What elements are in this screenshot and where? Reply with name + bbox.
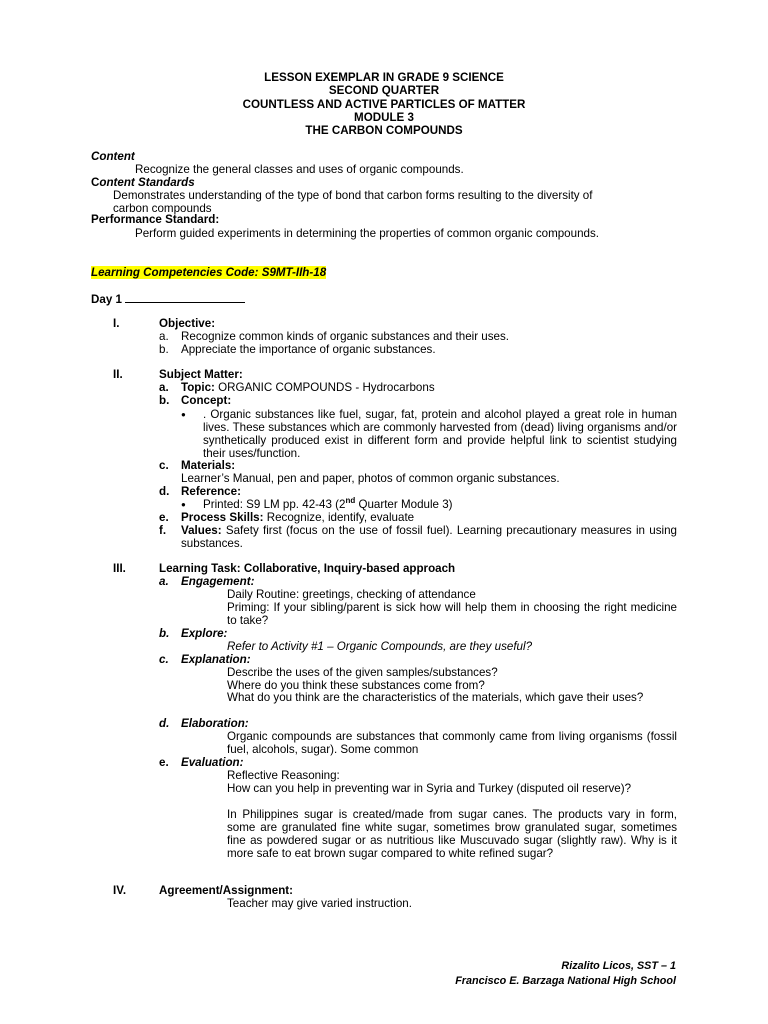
engagement-text: Priming: If your sibling/parent is sick how will help them in choosing the right medicine to take? [227,601,677,627]
reference-text [203,498,453,511]
engagement-label: Engagement: [181,575,255,588]
explore-label: Explore: [181,627,228,640]
objective-title: Objective: [159,317,216,330]
competency-highlight: Learning Competencies Code: S9MT-IIh-18 [91,266,327,279]
evaluation-text: Reflective Reasoning: [227,769,340,782]
bullet-icon: ● [181,500,186,509]
competency-code [91,266,326,279]
assignment-text: Teacher may give varied instruction. [227,897,412,910]
content-standards-text-line: carbon compounds [113,202,212,215]
section-numeral: III. [113,562,126,575]
item-marker: e. [159,511,169,524]
reference-label: Reference: [181,485,241,498]
section-numeral: IV. [113,884,127,897]
header-line: LESSON EXEMPLAR IN GRADE 9 SCIENCE [264,71,504,84]
explanation-text: Where do you think these substances come from? [227,679,485,692]
footer-school: Francisco E. Barzaga National High School [455,975,676,987]
evaluation-text: How can you help in preventing war in Syria and Turkey (disputed oil reserve)? [227,782,632,795]
item-marker: a. [159,381,169,394]
topic-line [181,381,435,394]
header-line: SECOND QUARTER [328,84,440,98]
explanation-text: Describe the uses of the given samples/substances? [227,666,498,679]
objective-item: Appreciate the importance of organic substances. [181,343,436,356]
item-marker: c. [159,459,169,472]
values-label: Values: [181,524,222,537]
section-numeral: II. [113,368,123,381]
evaluation-text: In Philippines sugar is created/made from sugar canes. The products vary in form, some are granulated fine white sugar, sometimes brow granulated sugar, sometimes fine as powdered sugar or as nutritious like Muscuvado sugar (slightly raw). Why is it more safe to eat brown sugar compared to white refined sugar? [227,808,677,860]
engagement-text: Daily Routine: greetings, checking of attendance [227,588,476,601]
item-marker: a. [159,575,169,588]
content-standards-text-line: Demonstrates understanding of the type of bond that carbon forms resulting to the diversity of [113,189,593,202]
performance-standard-text: Perform guided experiments in determining the properties of common organic compounds. [135,227,599,240]
label-rest: ontent Standards [99,176,195,189]
values-line [181,524,677,550]
explanation-text: What do you think are the characteristics of the materials, which gave their uses? [227,691,644,704]
materials-text: Learner’s Manual, pen and paper, photos of common organic substances. [181,472,560,485]
item-marker: d. [159,717,170,730]
elaboration-label: Elaboration: [181,717,249,730]
section-numeral: I. [113,317,120,330]
item-marker: d. [159,485,170,498]
skills-text: Recognize, identify, evaluate [266,511,415,524]
skills-label: Process Skills: [181,511,264,524]
document-header [0,71,768,137]
item-marker: e. [159,756,169,769]
explanation-label: Explanation: [181,653,251,666]
concept-text: . Organic substances like fuel, sugar, fat, protein and alcohol played a great role in human lives. These substances which are commonly harvested from (dead) living organisms and/or synthetically produced exist in different form and provide helpful link to scientist studying their uses/function. [203,408,677,460]
item-marker: c. [159,653,169,666]
item-marker: b. [159,343,169,356]
materials-label: Materials: [181,459,236,472]
values-text: Safety first (focus on the use of fossil fuel). Learning precautionary measures in using substances. [181,524,677,550]
header-line: THE CARBON COMPOUNDS [305,124,463,138]
explore-text: Refer to Activity #1 – Organic Compounds, are they useful? [227,640,533,653]
content-label: Content [91,150,135,163]
day-line [91,292,245,306]
subject-matter-title: Subject Matter: [159,368,243,381]
performance-standard-label: Performance Standard: [91,213,220,226]
content-text: Recognize the general classes and uses of organic compounds. [135,163,464,176]
assignment-title: Agreement/Assignment: [159,884,293,897]
header-line: MODULE 3 [354,110,414,124]
reference-text-a: Printed: S9 LM pp. 42-43 (2 [203,498,346,511]
topic-label: Topic: [181,381,215,394]
header-line: COUNTLESS AND ACTIVE PARTICLES OF MATTER [242,97,526,111]
learning-task-title: Learning Task: Collaborative, Inquiry-based approach [159,562,456,575]
label-first-letter: C [91,176,100,189]
footer-author: Rizalito Licos, SST – 1 [561,960,676,972]
day-blank [125,292,245,303]
reference-text-b: Quarter Module 3) [355,498,453,511]
bullet-icon: ● [181,410,186,419]
item-marker: a. [159,330,169,343]
skills-line [181,511,414,524]
item-marker: f. [159,524,167,537]
elaboration-text: Organic compounds are substances that commonly came from living organisms (fossil fuel, alcohols, sugar). Some common [227,730,677,756]
reference-superscript: nd [345,496,356,506]
day-label: Day 1 [91,293,122,306]
concept-label: Concept: [181,394,232,407]
objective-item: Recognize common kinds of organic substances and their uses. [181,330,510,343]
item-marker: b. [159,627,170,640]
item-marker: b. [159,394,170,407]
content-standards-label [91,176,195,189]
topic-text: ORGANIC COMPOUNDS - Hydrocarbons [218,381,435,394]
evaluation-label: Evaluation: [181,756,244,769]
